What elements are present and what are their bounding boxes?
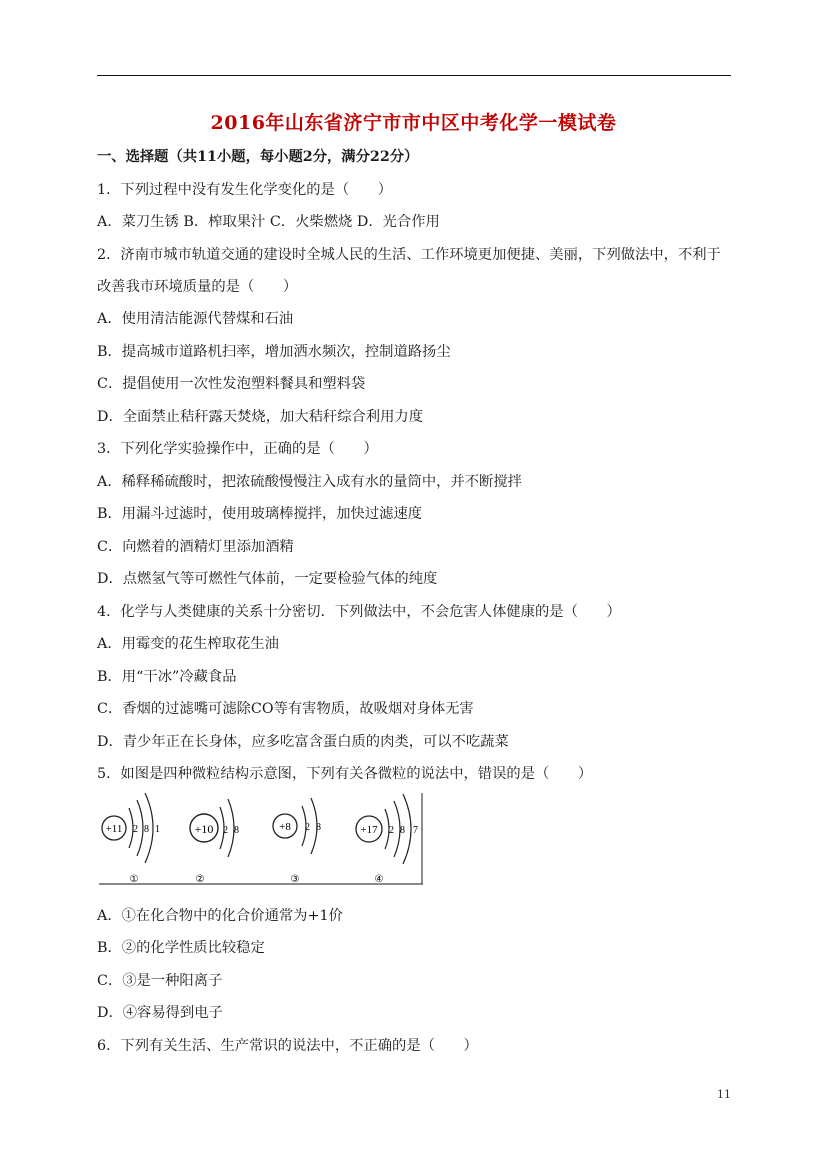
question-2-option-a: A．使用清洁能源代替煤和石油 (97, 311, 294, 327)
question-4-option-b: B．用“干冰”冷藏食品 (97, 669, 237, 685)
question-3-option-a: A．稀释稀硫酸时，把浓硫酸慢慢注入成有水的量筒中，并不断搅拌 (97, 474, 522, 490)
particle-1-shell-3: 1 (155, 824, 160, 835)
particle-2-shell-2: 8 (234, 825, 239, 836)
question-2-option-c: C．提倡使用一次性发泡塑料餐具和塑料袋 (97, 376, 366, 392)
question-3-option-d: D．点燃氢气等可燃性气体前，一定要检验气体的纯度 (97, 571, 438, 587)
particle-4-shell-2: 8 (400, 825, 405, 836)
particle-1-diagram (102, 793, 160, 885)
question-4-option-d: D．青少年正在长身体，应多吃富含蛋白质的肉类，可以不吃蔬菜 (97, 734, 509, 750)
question-2: 2．济南市城市轨道交通的建设时全城人民的生活、工作环境更加便捷、美丽，下列做法中，不利于 (97, 247, 721, 263)
question-5-option-b: B．②的化学性质比较稳定 (97, 940, 265, 956)
question-5: 5．如图是四种微粒结构示意图，下列有关各微粒的说法中，错误的是（ ） (97, 766, 593, 782)
question-5-option-d: D．④容易得到电子 (97, 1005, 223, 1021)
question-4: 4．化学与人类健康的关系十分密切．下列做法中，不会危害人体健康的是（ ） (97, 604, 621, 620)
particle-3-nucleus: +8 (279, 821, 291, 833)
particle-3-label: ③ (290, 874, 300, 885)
particle-2-label: ② (195, 874, 205, 885)
particle-4-label: ④ (374, 874, 384, 885)
question-6: 6．下列有关生活、生产常识的说法中，不正确的是（ ） (97, 1038, 478, 1054)
header-rule (97, 75, 731, 76)
particle-structure-figure (97, 793, 424, 886)
question-4-option-a: A．用霉变的花生榨取花生油 (97, 636, 279, 652)
question-5-option-c: C．③是一种阳离子 (97, 973, 223, 989)
particle-2-shell-1: 2 (223, 825, 228, 836)
particle-1-shell-1: 2 (133, 824, 138, 835)
question-2-continued: 改善我市环境质量的是（ ） (97, 279, 298, 295)
particle-1-nucleus: +11 (105, 823, 123, 835)
section-heading: 一、选择题（共11小题，每小题2分，满分22分） (97, 149, 419, 165)
particle-3-diagram (273, 798, 321, 885)
particle-4-diagram (356, 794, 418, 885)
page-number: 11 (717, 1088, 731, 1101)
particle-3-shell-1: 2 (305, 822, 310, 833)
question-4-option-c: C．香烟的过滤嘴可滤除CO等有害物质，故吸烟对身体无害 (97, 701, 474, 717)
particle-1-label: ① (129, 874, 139, 885)
question-2-option-d: D．全面禁止秸秆露天焚烧，加大秸秆综合利用力度 (97, 409, 423, 425)
particle-4-shell-3: 7 (413, 825, 418, 836)
particle-1-shell-2: 8 (144, 824, 149, 835)
particle-3-shell-2: 8 (316, 822, 321, 833)
question-3-option-c: C．向燃着的酒精灯里添加酒精 (97, 539, 294, 555)
question-2-option-b: B．提高城市道路机扫率，增加洒水频次，控制道路扬尘 (97, 344, 451, 360)
page-title: 2016年山东省济宁市市中区中考化学一模试卷 (210, 112, 617, 134)
particle-4-nucleus: +17 (360, 824, 378, 836)
question-1: 1．下列过程中没有发生化学变化的是（ ） (97, 182, 393, 198)
question-1-options: A．菜刀生锈 B．榨取果汁 C．火柴燃烧 D．光合作用 (97, 214, 440, 230)
particle-2-diagram (190, 799, 239, 885)
particle-2-nucleus: +10 (194, 822, 214, 836)
question-5-option-a: A．①在化合物中的化合价通常为+1价 (97, 908, 343, 924)
question-3-option-b: B．用漏斗过滤时，使用玻璃棒搅拌，加快过滤速度 (97, 506, 423, 522)
question-3: 3．下列化学实验操作中，正确的是（ ） (97, 441, 378, 457)
particle-4-shell-1: 2 (389, 825, 394, 836)
